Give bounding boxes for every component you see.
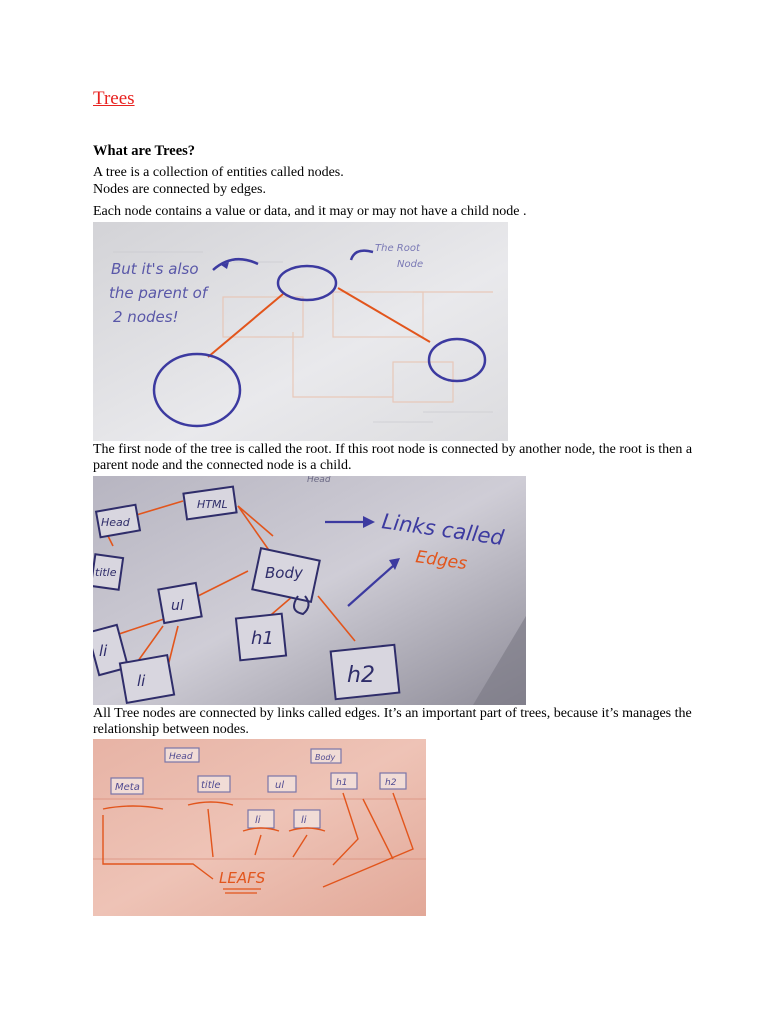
top-partial-label: Head [307, 476, 331, 485]
leaf-node-li-1: li [255, 815, 261, 826]
root-label-line-1: The Root [375, 243, 420, 254]
page-title: Trees [93, 88, 135, 109]
tree-edges-photo [93, 476, 526, 705]
tree-edges-photo-drawing [93, 476, 526, 705]
node-label-html: HTML [197, 498, 228, 511]
leafs-text: LEAFS [219, 869, 266, 887]
leaf-node-body: Body [315, 753, 336, 762]
intro-line-1: A tree is a collection of entities called nodes. [93, 165, 344, 180]
node-label-h2: h2 [347, 663, 375, 688]
node-label-body: Body [265, 564, 303, 582]
paragraph-edges: All Tree nodes are connected by links called edges. It’s an important part of trees, because it’s manages the relationship between nodes. [93, 706, 692, 737]
node-label-ul: ul [171, 598, 184, 614]
tree-leafs-photo [93, 739, 426, 916]
node-label-li-2: li [137, 672, 146, 690]
paragraph-root: The first node of the tree is called the root. If this root node is connected by another node, the root is then a parent node and the connected node is a child. [93, 442, 693, 473]
node-label-head: Head [101, 516, 130, 529]
intro-line-2: Nodes are connected by edges. [93, 182, 266, 197]
leaf-node-h2: h2 [385, 778, 397, 788]
leaf-node-title: title [201, 780, 221, 791]
node-label-li-1: li [99, 642, 108, 660]
note-line-1: But it's also [111, 260, 199, 278]
tree-root-photo [93, 222, 508, 441]
note-line-3: 2 nodes! [113, 308, 179, 326]
leaf-node-li-2: li [301, 815, 307, 826]
node-label-title: title [95, 566, 117, 579]
leaf-node-h1: h1 [336, 778, 348, 788]
leaf-node-head: Head [169, 752, 193, 762]
root-label-line-2: Node [397, 259, 424, 270]
leaf-node-ul: ul [275, 780, 285, 791]
leaf-node-meta: Meta [115, 782, 140, 793]
node-label-h1: h1 [251, 628, 274, 649]
tree-leafs-photo-drawing [93, 739, 426, 916]
tree-root-photo-drawing [93, 222, 508, 441]
intro-line-3: Each node contains a value or data, and it may or may not have a child node . [93, 204, 527, 219]
links-called-text: Links called [380, 509, 506, 551]
section-heading: What are Trees? [93, 143, 196, 159]
note-line-2: the parent of [109, 284, 208, 302]
edges-text: Edges [414, 547, 469, 575]
